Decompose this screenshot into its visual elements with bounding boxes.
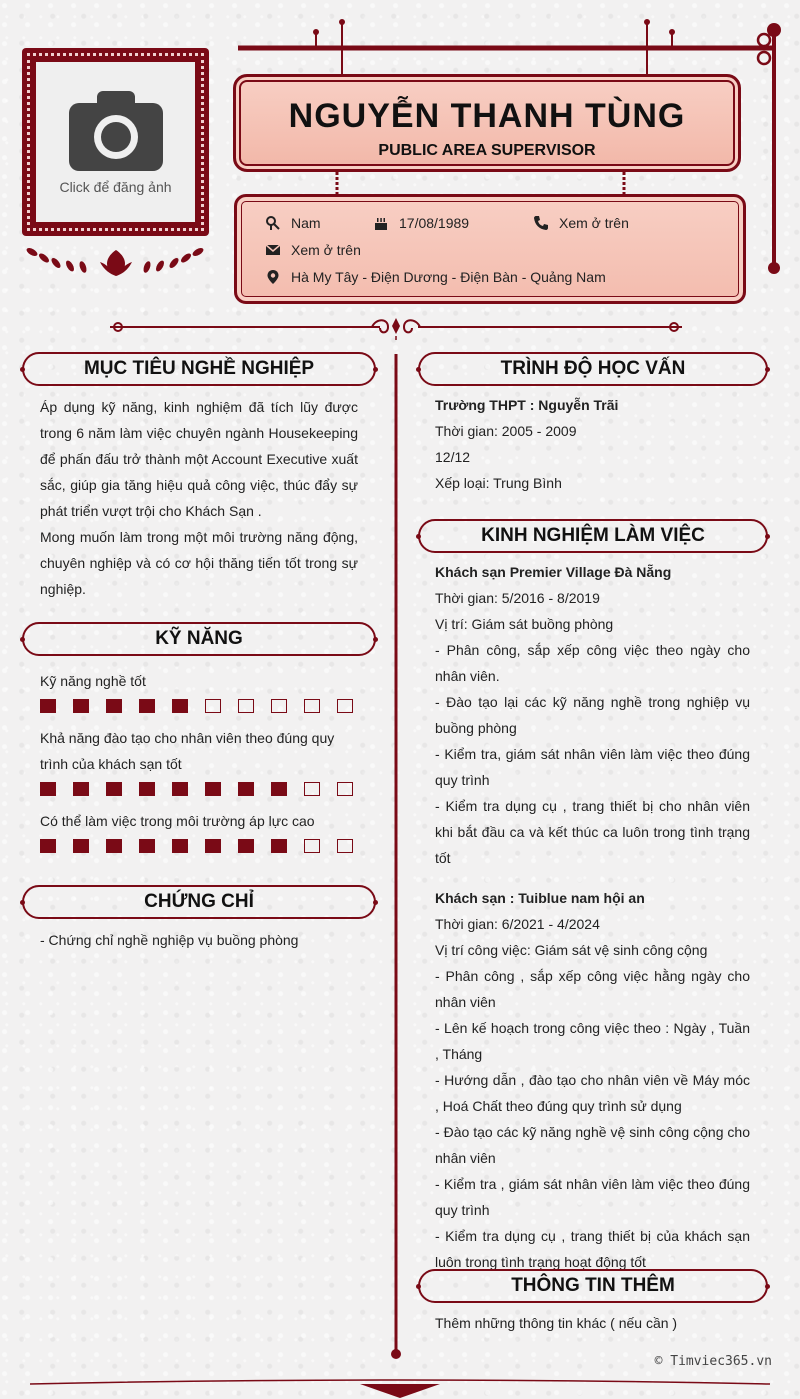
skill-rating [40,839,353,853]
phone-row [533,215,629,231]
rating-square-filled[interactable] [172,782,188,796]
job-duty: - Kiểm tra dụng cụ , trang thiết bị cho nhân viên khi bắt đầu ca và kết thúc ca luôn trong tình trạng tốt [435,798,750,866]
email-icon [265,242,281,258]
rating-square-empty[interactable] [271,699,287,713]
skills-heading [22,622,376,656]
rating-square-empty[interactable] [205,699,221,713]
rating-square-filled[interactable] [139,699,155,713]
gender-icon [265,215,281,231]
job-role: Vị trí: Giám sát buồng phòng [435,616,614,632]
education-grade: 12/12 [435,449,471,465]
job-time: Thời gian: 5/2016 - 8/2019 [435,590,600,606]
rating-square-empty[interactable] [337,782,353,796]
additional-content[interactable]: Thêm những thông tin khác ( nếu cần ) [435,1315,678,1331]
rating-square-filled[interactable] [271,782,287,796]
job-role: Vị trí công việc: Giám sát vệ sinh công cộng [435,942,708,958]
objective-paragraph-1: Áp dụng kỹ năng, kinh nghiệm đã tích lũy được trong 6 năm làm việc chuyên ngành Housekeeping để phấn đấu trở thành một Account Executive xuất sắc, giúp gia tăng hiệu quả công việc, thúc đẩy sự phát triển vượt trội cho Khách Sạn . [40,399,358,519]
rating-square-filled[interactable] [73,699,89,713]
job-duty: - Kiểm tra, giám sát nhân viên làm việc theo đúng quy trình [435,746,750,788]
birthday-value[interactable]: 17/08/1989 [399,215,470,231]
rating-square-empty[interactable] [304,699,320,713]
rating-square-filled[interactable] [106,699,122,713]
rating-square-filled[interactable] [106,782,122,796]
education-heading [418,352,768,386]
job-duty: - Phân công , sắp xếp công việc hằng ngày cho nhân viên [435,968,750,1010]
experience-content[interactable] [435,559,750,1275]
rating-square-filled[interactable] [139,782,155,796]
rating-square-empty[interactable] [304,839,320,853]
full-name[interactable]: NGUYỄN THANH TÙNG [288,97,686,135]
certificate-item[interactable]: - Chứng chỉ nghề nghiệp vụ buồng phòng [40,932,299,948]
skills-title: KỸ NĂNG [155,628,243,649]
rating-square-filled[interactable] [40,782,56,796]
additional-heading [418,1269,768,1303]
experience-heading [418,519,768,553]
cake-icon [373,215,389,231]
job-duty: - Kiểm tra , giám sát nhân viên làm việc theo đúng quy trình [435,1176,750,1218]
email-value[interactable]: Xem ở trên [291,242,361,258]
job-duty: - Lên kế hoạch trong công việc theo : Ngày , Tuần , Tháng [435,1020,750,1062]
job-duty: - Kiểm tra dụng cụ , trang thiết bị của khách sạn luôn trong tình trạng hoạt động tốt [435,1228,750,1270]
gender-value[interactable]: Nam [291,215,321,231]
certificates-title: CHỨNG CHỈ [144,891,254,912]
school-name: Trường THPT : Nguyễn Trãi [435,397,619,413]
photo-upload-label: Click để đăng ảnh [59,179,172,195]
rating-square-empty[interactable] [337,839,353,853]
job-position[interactable]: PUBLIC AREA SUPERVISOR [378,142,596,159]
rating-square-filled[interactable] [106,839,122,853]
skill-rating [40,699,353,713]
rating-square-filled[interactable] [40,839,56,853]
rating-square-filled[interactable] [172,699,188,713]
phone-icon [533,215,549,231]
skill-name[interactable]: Khả năng đào tạo cho nhân viên theo đúng quy trình của khách sạn tốt [40,730,335,772]
rating-square-filled[interactable] [73,839,89,853]
email-row [265,242,361,258]
footer-credit: © Timviec365.vn [654,1354,772,1369]
address-value[interactable]: Hà My Tây - Điện Dương - Điện Bàn - Quảng Nam [291,269,606,285]
certificates-heading [22,885,376,919]
additional-title: THÔNG TIN THÊM [511,1275,675,1296]
phone-value[interactable]: Xem ở trên [559,215,629,231]
rating-square-filled[interactable] [172,839,188,853]
rating-square-empty[interactable] [238,699,254,713]
rating-square-empty[interactable] [337,699,353,713]
job-company: Khách sạn Premier Village Đà Nẵng [435,564,672,580]
rating-square-filled[interactable] [238,782,254,796]
rating-square-filled[interactable] [205,839,221,853]
experience-title: KINH NGHIỆM LÀM VIỆC [481,525,705,546]
skill-name[interactable]: Kỹ năng nghề tốt [40,673,146,689]
camera-icon [67,89,165,173]
skill-name[interactable]: Có thể làm việc trong môi trường áp lực cao [40,813,315,829]
job-time: Thời gian: 6/2021 - 4/2024 [435,916,600,932]
objective-heading [22,352,376,386]
job-company: Khách sạn : Tuiblue nam hội an [435,890,645,906]
job-entry [435,559,750,871]
education-rank: Xếp loại: Trung Bình [435,475,562,491]
education-content[interactable] [435,392,750,496]
rating-square-filled[interactable] [73,782,89,796]
photo-frame [22,48,209,236]
job-duty: - Đào tạo lại các kỹ năng nghề trong nghiệp vụ buồng phòng [435,694,750,736]
rating-square-filled[interactable] [40,699,56,713]
gender-row [265,215,321,231]
rating-square-empty[interactable] [304,782,320,796]
rating-square-filled[interactable] [271,839,287,853]
job-duty: - Đào tạo các kỹ năng nghề vệ sinh công cộng cho nhân viên [435,1124,750,1166]
photo-upload[interactable] [36,62,195,222]
location-icon [265,269,281,285]
rating-square-filled[interactable] [238,839,254,853]
address-row [265,269,606,285]
name-board [233,74,741,172]
objective-title: MỤC TIÊU NGHỀ NGHIỆP [83,358,315,379]
education-time: Thời gian: 2005 - 2009 [435,423,577,439]
contact-board [234,194,746,304]
rating-square-filled[interactable] [139,839,155,853]
birthday-row [373,215,469,231]
objective-content[interactable] [40,394,358,602]
rating-square-filled[interactable] [205,782,221,796]
job-duty: - Phân công, sắp xếp công việc theo ngày cho nhân viên. [435,642,750,684]
education-title: TRÌNH ĐỘ HỌC VẤN [500,358,686,379]
job-duty: - Hướng dẫn , đào tạo cho nhân viên về Máy móc , Hoá Chất theo đúng quy trình sử dụng [435,1072,750,1114]
objective-paragraph-2: Mong muốn làm trong một môi trường năng động, chuyên nghiệp và có cơ hội thăng tiến tốt trong sự nghiệp. [40,529,358,597]
job-entry [435,885,750,1275]
skill-rating [40,782,353,796]
